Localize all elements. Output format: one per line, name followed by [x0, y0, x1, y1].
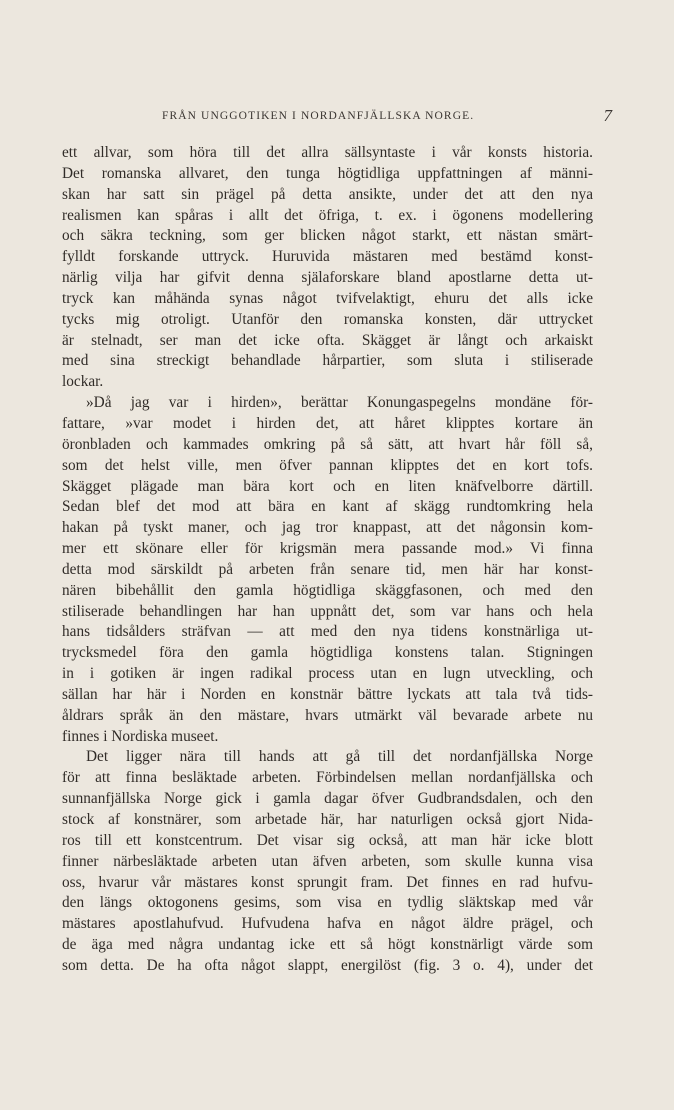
- body-text: [62, 143, 593, 977]
- text-line: skan har satt sin prägel på detta ansikte, under det att den nya: [62, 185, 593, 203]
- page-header: [60, 106, 612, 130]
- text-line: fattare, »var modet i hirden det, att håret klipptes kortare än: [62, 414, 593, 432]
- text-line: nären bibehållit den gamla högtidliga skäggfasonen, och med den: [62, 581, 593, 599]
- page-number: 7: [603, 106, 612, 125]
- text-line: stock af konstnärer, som arbetade här, har naturligen också gjort Nida-: [62, 811, 593, 828]
- running-title: FRÅN UNGGOTIKEN I NORDANFJÄLLSKA NORGE.: [162, 110, 475, 122]
- text-line: finnes i Nordiska museet.: [62, 727, 219, 745]
- text-line: fylldt forskande uttryck. Huruvida mästaren med bestämd konst-: [62, 248, 593, 266]
- text-line: stiliserade behandlingen har han uppnått det, som var hans och hela: [62, 602, 593, 620]
- text-line: hans tidsålders sträfvan — att med den nya tidens konstnärliga ut-: [62, 623, 593, 641]
- text-line: hakan på tyskt maner, och jag tror knappast, att det någonsin kom-: [62, 519, 593, 537]
- text-line: som det helst ville, men öfver pannan klipptes det en kort tofs.: [62, 456, 593, 474]
- text-line: ros till ett konstcentrum. Det visar sig också, att man här icke blott: [62, 831, 593, 849]
- text-line: sunnanfjällska Norge gick i gamla dagar öfver Gudbrandsdalen, och den: [62, 790, 593, 808]
- paragraph-start: Det ligger nära till hands att gå till det nordanfjällska Norge: [86, 748, 593, 766]
- text-line: och säkra teckning, som ger blicken något starkt, ett nästan smärt-: [62, 227, 593, 245]
- text-line: in i gotiken är ingen radikal process utan en lugn utveckling, och: [62, 665, 593, 683]
- text-line: ett allvar, som höra till det allra sällsyntaste i vår konsts historia.: [62, 144, 593, 161]
- text-line: den längs oktogonens gesims, som visa en tydlig släktskap med vår: [62, 894, 593, 912]
- text-line: sällan har här i Norden en konstnär bättre lyckats att tala två tids-: [62, 685, 593, 703]
- text-line: åldrars språk än den mästare, hvars utmärkt väl bevarade arbete nu: [62, 706, 593, 724]
- text-line: mästares apostlahufvud. Hufvudena hafva en något äldre prägel, och: [62, 915, 593, 933]
- text-line: detta mod särskildt på arbeten från senare tid, men här har konst-: [62, 560, 593, 578]
- text-line: närlig vilja har gifvit denna själaforskare bland apostlarne detta ut-: [62, 269, 593, 287]
- text-line: mer ett skönare eller för krigsmän mera passande mod.» Vi finna: [62, 540, 593, 558]
- paragraph-start: »Då jag var i hirden», berättar Konungaspegelns mondäne för-: [86, 394, 593, 412]
- text-line: tycks mig otroligt. Utanför den romanska konsten, där uttrycket: [62, 310, 593, 328]
- text-line: med sina streckigt behandlade hårpartier, som sluta i stiliserade: [62, 352, 593, 370]
- text-line: för att finna besläktade arbeten. Förbindelsen mellan nordanfjällska och: [62, 769, 593, 787]
- text-line: trycksmedel föra den gamla högtidliga konstens talan. Stigningen: [62, 644, 593, 662]
- text-line: realismen kan spåras i allt det öfriga, t. ex. i ögonens modellering: [62, 206, 593, 224]
- text-line: lockar.: [62, 373, 104, 391]
- text-line: som detta. De ha ofta något slappt, energilöst (fig. 3 o. 4), under det: [62, 956, 593, 974]
- text-line: de äga med några undantag icke ett så högt konstnärligt värde som: [62, 936, 593, 954]
- text-line: finner närbesläktade arbeten utan äfven arbeten, som skulle kunna visa: [62, 852, 593, 870]
- text-line: tryck kan måhända synas något tvifvelaktigt, ehuru det alls icke: [62, 289, 593, 307]
- text-line: Skägget plägade man bära kort och en liten knäfvelborre därtill.: [62, 477, 593, 495]
- text-line: Det romanska allvaret, den tunga högtidliga uppfattningen af männi-: [62, 164, 593, 182]
- text-line: Sedan blef det mod att bära en kant af skägg rundtomkring hela: [62, 498, 593, 516]
- text-line: är stelnadt, ser man det icke ofta. Skägget är långt och arkaiskt: [62, 331, 593, 349]
- text-line: öronbladen och kammades omkring på så sätt, att hvart hår föll så,: [62, 435, 593, 453]
- text-line: oss, hvarur vår mästares konst sprungit fram. Det finnes en rad hufvu-: [62, 873, 593, 891]
